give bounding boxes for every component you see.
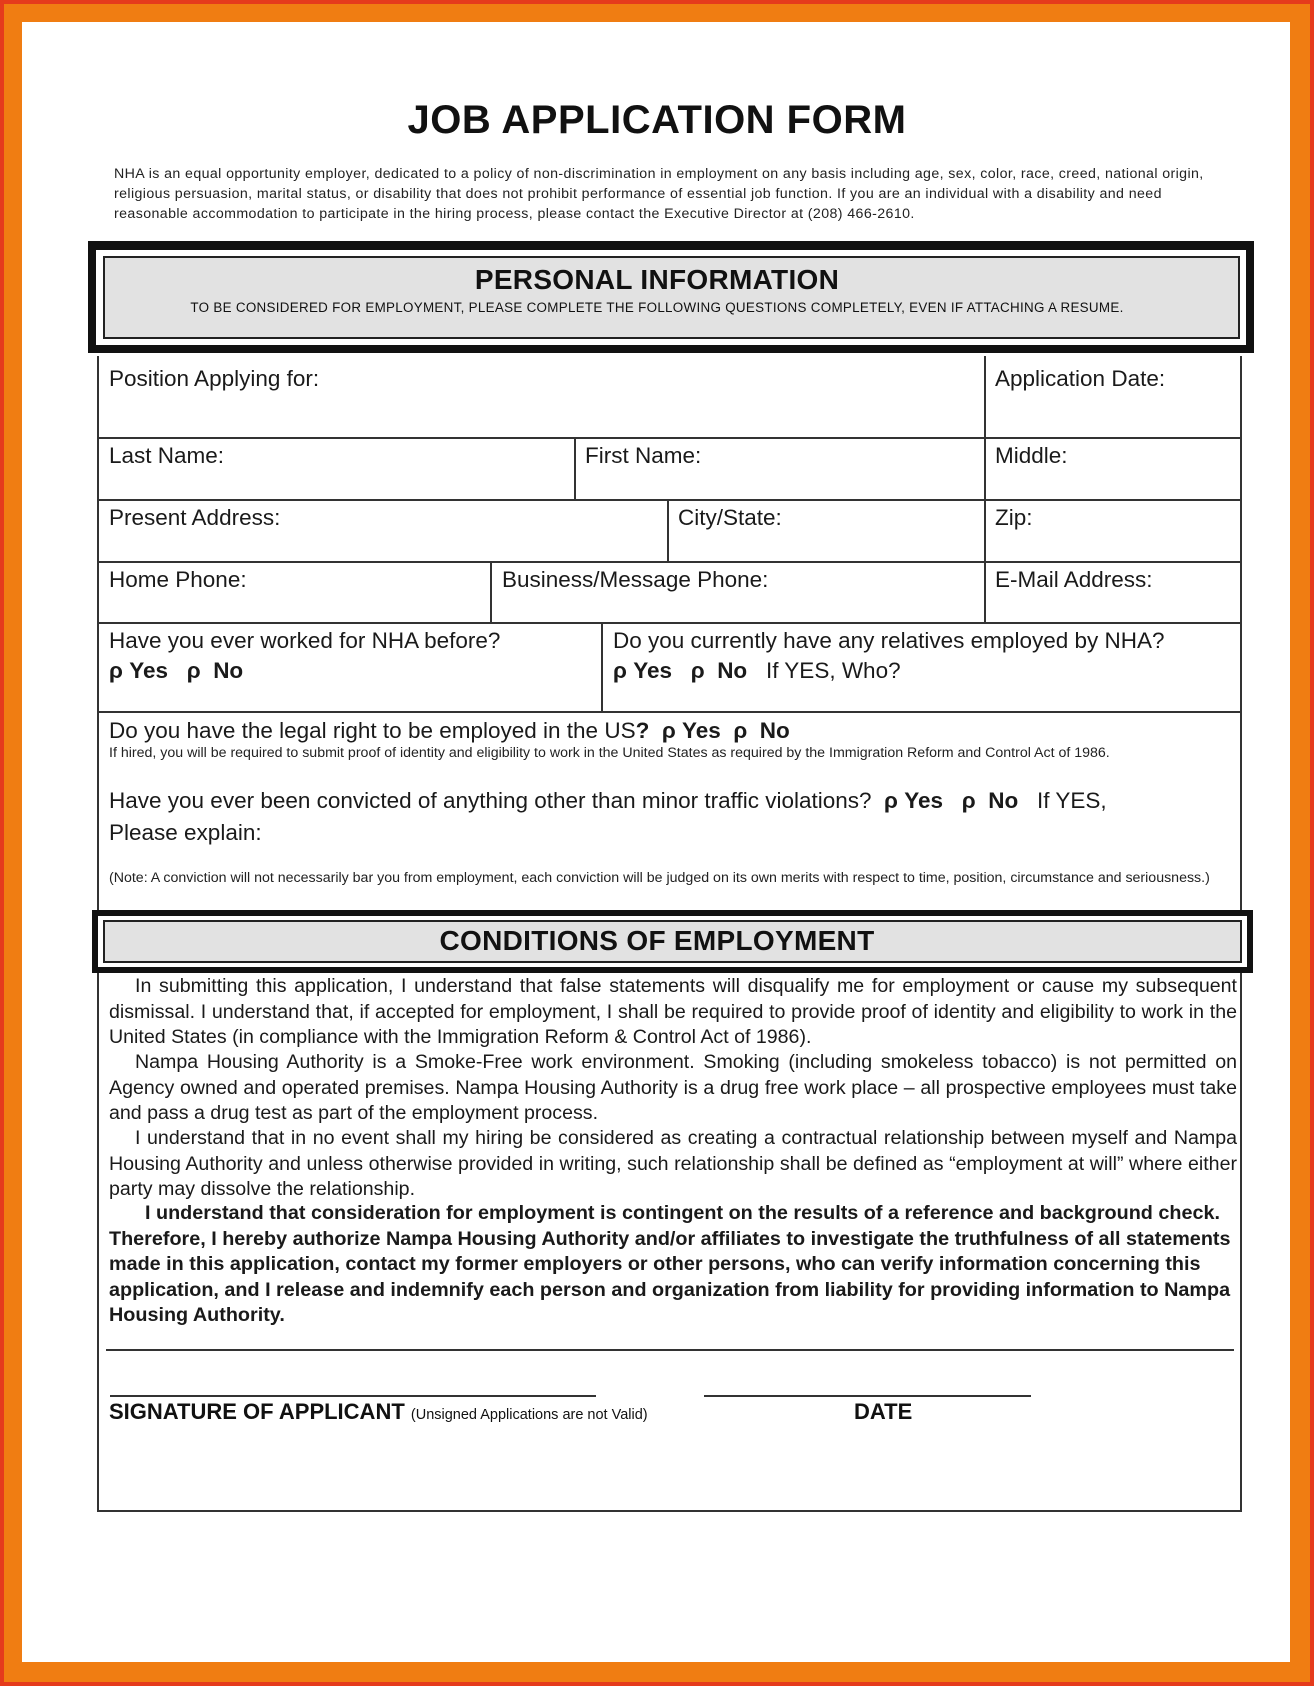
relatives-who-field[interactable]: If YES, Who? xyxy=(765,658,901,683)
middle-name-field[interactable]: Middle: xyxy=(995,443,1068,468)
present-address-field[interactable]: Present Address: xyxy=(109,505,281,530)
grid-row-line xyxy=(97,711,1241,713)
conviction-yes-checkbox[interactable] xyxy=(884,788,943,813)
intro-paragraph: NHA is an equal opportunity employer, dedicated to a policy of non-discrimination in employment on any basis including age, sex, color, race, creed, national origin, religious persuasion, marital status, or disability that does not prohibit performance of essential job function. If you are an individual with a disability and need reasonable accommodation to participate in the hiring process, please contact the Executive Director at (208) 466-2610. xyxy=(114,166,1204,222)
relatives-question: Do you currently have any relatives employed by NHA? xyxy=(613,628,1165,653)
position-field[interactable]: Position Applying for: xyxy=(109,366,320,391)
personal-info-title: PERSONAL INFORMATION xyxy=(474,264,840,295)
conditions-paragraph-2: Nampa Housing Authority is a Smoke-Free work environment. Smoking (including smokeless tobacco) is not permitted on Agency owned and operated premises. Nampa Housing Authority is a drug free work place – all prospective employees must take and pass a drug test as part of the employment process. xyxy=(109,1051,1237,1124)
conviction-no-checkbox[interactable] xyxy=(962,788,1018,813)
worked-before-no-checkbox[interactable] xyxy=(187,658,243,683)
legal-right-row xyxy=(109,718,790,744)
conviction-question: Have you ever been convicted of anything other than minor traffic violations? xyxy=(109,788,872,813)
conviction-explain-field[interactable]: Please explain: xyxy=(109,820,262,845)
signature-label: SIGNATURE OF APPLICANT xyxy=(109,1399,405,1424)
no-label: No xyxy=(759,718,790,743)
email-field[interactable]: E-Mail Address: xyxy=(995,567,1153,592)
date-label: DATE xyxy=(854,1399,913,1424)
checkbox-glyph: ρ xyxy=(733,718,748,743)
first-name-field[interactable]: First Name: xyxy=(585,443,702,468)
signature-rule-full xyxy=(106,1349,1234,1351)
no-label: No xyxy=(717,658,748,683)
signature-note: (Unsigned Applications are not Valid) xyxy=(410,1407,648,1423)
grid-row-line xyxy=(97,561,1241,563)
conditions-title: CONDITIONS OF EMPLOYMENT xyxy=(439,925,875,956)
conditions-paragraph-3: I understand that in no event shall my hiring be considered as creating a contractual relationship between myself and Nampa Housing Authority and unless otherwise provided in writing, such relationship shall be defined as “employment at will” where either party may dissolve the relationship. xyxy=(109,1127,1237,1200)
legal-right-question: Do you have the legal right to be employed in the US xyxy=(109,718,636,743)
worked-before-question: Have you ever worked for NHA before? xyxy=(109,628,501,653)
zip-field[interactable]: Zip: xyxy=(995,505,1033,530)
no-label: No xyxy=(213,658,244,683)
city-state-field[interactable]: City/State: xyxy=(678,505,782,530)
grid-row-line xyxy=(97,622,1241,624)
checkbox-glyph: ρ xyxy=(109,658,123,683)
grid-col-line xyxy=(667,499,669,561)
no-label: No xyxy=(988,788,1019,813)
grid-right-edge xyxy=(1240,356,1242,910)
application-date-field[interactable]: Application Date: xyxy=(995,366,1166,391)
date-line[interactable] xyxy=(704,1395,1031,1397)
signature-label-row xyxy=(109,1399,648,1425)
form-title: JOB APPLICATION FORM xyxy=(407,98,907,142)
lower-box-bottom xyxy=(97,1510,1242,1512)
home-phone-field[interactable]: Home Phone: xyxy=(109,567,247,592)
personal-info-subtitle: TO BE CONSIDERED FOR EMPLOYMENT, PLEASE COMPLETE THE FOLLOWING QUESTIONS COMPLETELY, EVEN IF ATTACHING A RESUME. xyxy=(190,300,1124,315)
worked-before-options xyxy=(109,658,243,684)
legal-right-yes-checkbox[interactable] xyxy=(662,718,721,743)
legal-right-no-checkbox[interactable] xyxy=(733,718,789,743)
last-name-field[interactable]: Last Name: xyxy=(109,443,225,468)
conditions-paragraph-4: I understand that consideration for employment is contingent on the results of a reference and background check. Therefore, I hereby authorize Nampa Housing Authority and/or affiliates to investigate the truthfulness of all statements made in this application, contact my former employers or other persons, who can verify information concerning this application, and I release and indemnify each person and organization from liability for providing information to Nampa Housing Authority. xyxy=(109,1202,1231,1326)
checkbox-glyph: ρ xyxy=(961,788,976,813)
business-phone-field[interactable]: Business/Message Phone: xyxy=(502,567,769,592)
if-yes-label: If YES, xyxy=(1037,788,1107,813)
yes-label: Yes xyxy=(682,718,721,743)
conviction-note: (Note: A conviction will not necessarily bar you from employment, each conviction will be judged on its own merits with respect to time, position, circumstance and seriousness.) xyxy=(109,870,1210,886)
relatives-yes-checkbox[interactable] xyxy=(613,658,672,683)
grid-left-edge xyxy=(97,356,99,910)
grid-col-line xyxy=(574,437,576,499)
checkbox-glyph: ρ xyxy=(186,658,201,683)
checkbox-glyph: ρ xyxy=(613,658,627,683)
yes-label: Yes xyxy=(633,658,672,683)
relatives-options xyxy=(613,658,901,684)
question-mark: ? xyxy=(635,718,650,743)
yes-label: Yes xyxy=(904,788,944,813)
grid-row-line xyxy=(97,437,1241,439)
worked-before-yes-checkbox[interactable] xyxy=(109,658,168,683)
checkbox-glyph: ρ xyxy=(661,718,676,743)
grid-col-line xyxy=(984,356,986,622)
conviction-row xyxy=(109,788,1107,814)
conditions-paragraph-1: In submitting this application, I understand that false statements will disqualify me for employment or cause my subsequent dismissal. I understand that, if accepted for employment, I shall be required to provide proof of identity and eligibility to work in the United States (in compliance with the Immigration Reform & Control Act of 1986). xyxy=(109,975,1237,1048)
lower-box-left xyxy=(97,973,99,1511)
relatives-no-checkbox[interactable] xyxy=(691,658,747,683)
checkbox-glyph: ρ xyxy=(884,788,898,813)
signature-line[interactable] xyxy=(110,1395,596,1397)
legal-right-note: If hired, you will be required to submit proof of identity and eligibility to work in the United States as required by the Immigration Reform and Control Act of 1986. xyxy=(109,745,1110,761)
checkbox-glyph: ρ xyxy=(690,658,705,683)
grid-col-line xyxy=(601,622,603,711)
grid-row-line xyxy=(97,499,1241,501)
grid-col-line xyxy=(490,561,492,622)
yes-label: Yes xyxy=(129,658,168,683)
